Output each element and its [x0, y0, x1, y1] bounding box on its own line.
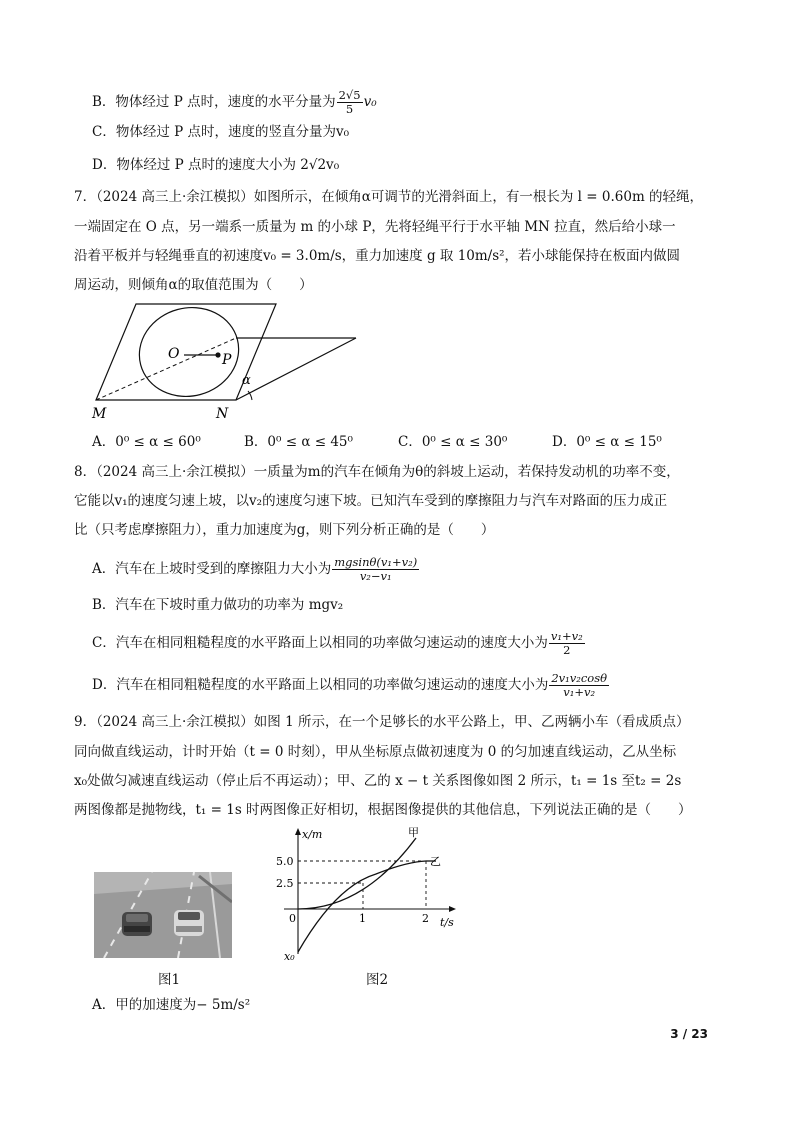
- y-tick-5: 5.0: [276, 855, 294, 868]
- y-axis-label: x/m: [302, 828, 323, 841]
- q6-option-b-text: B．物体经过 P 点时，速度的水平分量为: [92, 94, 336, 110]
- x-axis-arrow-icon: [449, 906, 456, 912]
- x-tick-2: 2: [422, 912, 429, 925]
- q8-stem-line3: 比（只考虑摩擦阻力），重力加速度为g，则下列分析正确的是（ ）: [74, 522, 495, 538]
- q8-option-d-text: D．汽车在相同粗糙程度的水平路面上以相同的功率做匀速运动的速度大小为: [92, 677, 549, 693]
- q7-option-b: B．0⁰ ≤ α ≤ 45⁰: [244, 434, 353, 450]
- fraction-denominator: v₁+v₂: [563, 685, 596, 699]
- x0-label: x₀: [284, 950, 295, 963]
- q9-stem-line4: 两图像都是抛物线，t₁ = 1s 时两图像正好相切，根据图像提供的其他信息，下列说法正确的是（ ）: [74, 802, 692, 818]
- q7-option-a: A．0⁰ ≤ α ≤ 60⁰: [92, 434, 201, 450]
- q7-stem-line4: 周运动，则倾角α的取值范围为（ ）: [74, 277, 313, 293]
- curve-jia: [298, 838, 416, 909]
- q8-option-a: [92, 556, 420, 583]
- q6-option-b-fraction: [337, 89, 363, 116]
- page-number: 3 / 23: [670, 1027, 708, 1041]
- car-left: [122, 912, 152, 936]
- label-alpha: α: [242, 373, 251, 388]
- q8-option-c-fraction: [549, 630, 585, 657]
- fraction-numerator: v₁+v₂: [550, 629, 583, 643]
- fraction-denominator: v₂−v₁: [359, 569, 392, 583]
- q9-option-a: A．甲的加速度为− 5m/s²: [92, 997, 251, 1013]
- q9-figure2-caption: 图2: [366, 972, 389, 988]
- q8-option-b: B．汽车在下坡时重力做功的功率为 mgv₂: [92, 597, 344, 613]
- q9-road-photo: [94, 872, 232, 958]
- q9-stem-line1: 9．（2024 高三上·余江模拟）如图 1 所示，在一个足够长的水平公路上，甲、乙两辆小车（看成质点）: [74, 714, 690, 730]
- q7-stem-line2: 一端固定在 O 点，另一端系一质量为 m 的小球 P，先将轻绳平行于水平轴 MN 拉直，然后给小球一: [74, 219, 676, 235]
- q9-xt-graph: [276, 826, 466, 966]
- road-photo-art: [94, 872, 232, 958]
- fraction-numerator: 2√5: [338, 88, 361, 102]
- q7-incline-figure: [86, 300, 376, 422]
- fraction-denominator: 2: [563, 643, 571, 657]
- q7-stem-line3: 沿着平板并与轻绳垂直的初速度v₀ = 3.0m/s，重力加速度 g 取 10m/s²，若小球能保持在板面内做圆: [74, 248, 681, 264]
- q6-option-b-tail: v₀: [363, 94, 377, 110]
- q6-option-d: D．物体经过 P 点时的速度大小为 2√2v₀: [92, 157, 340, 173]
- y-axis-arrow-icon: [295, 828, 301, 835]
- q8-stem-line1: 8．（2024 高三上·余江模拟）一质量为m的汽车在倾角为θ的斜坡上运动，若保持发动机的功率不变，: [74, 464, 680, 480]
- dashed-line: [96, 338, 236, 400]
- car-right: [174, 910, 204, 936]
- q8-option-d-fraction: [549, 672, 609, 699]
- fraction-numerator: 2v₁v₂cosθ: [551, 671, 608, 685]
- fraction-numerator: mgsinθ(v₁+v₂): [334, 555, 418, 569]
- label-jia: 甲: [408, 826, 419, 839]
- label-o: O: [168, 346, 180, 362]
- curve-yi: [298, 861, 426, 952]
- q8-option-a-text: A．汽车在上坡时受到的摩擦阻力大小为: [92, 561, 332, 577]
- q6-option-b: [92, 89, 377, 116]
- origin-label: 0: [289, 912, 296, 925]
- q9-stem-line2: 同向做直线运动，计时开始（t = 0 时刻），甲从坐标原点做初速度为 0 的匀加速直线运动，乙从坐标: [74, 744, 677, 760]
- q7-option-d: D．0⁰ ≤ α ≤ 15⁰: [552, 434, 662, 450]
- q7-stem-line1: 7．（2024 高三上·余江模拟）如图所示，在倾角α可调节的光滑斜面上，有一根长为 l = 0.60m 的轻绳，: [74, 189, 704, 205]
- fraction-denominator: 5: [345, 102, 354, 116]
- x-axis-label: t/s: [440, 916, 454, 929]
- x-tick-1: 1: [359, 912, 366, 925]
- q8-option-c-text: C．汽车在相同粗糙程度的水平路面上以相同的功率做匀速运动的速度大小为: [92, 635, 548, 651]
- incline-slant-edge: [236, 338, 356, 400]
- label-m: M: [92, 406, 107, 422]
- y-tick-2.5: 2.5: [276, 877, 294, 890]
- q8-stem-line2: 它能以v₁的速度匀速上坡，以v₂的速度匀速下坡。已知汽车受到的摩擦阻力与汽车对路面的压力成正: [74, 493, 668, 509]
- q8-option-a-fraction: [332, 556, 419, 583]
- q7-option-c: C．0⁰ ≤ α ≤ 30⁰: [398, 434, 508, 450]
- label-yi: 乙: [430, 855, 441, 868]
- q9-figure1-caption: 图1: [158, 972, 181, 988]
- label-p: P: [222, 352, 232, 368]
- q9-stem-line3: x₀处做匀减速直线运动（停止后不再运动）；甲、乙的 x − t 关系图像如图 2 所示，t₁ = 1s 至t₂ = 2s: [74, 773, 682, 789]
- q8-option-d: [92, 672, 610, 699]
- label-n: N: [216, 406, 229, 422]
- q8-option-c: [92, 630, 586, 657]
- q6-option-c: C．物体经过 P 点时，速度的竖直分量为v₀: [92, 124, 350, 140]
- ball-p: [215, 352, 220, 357]
